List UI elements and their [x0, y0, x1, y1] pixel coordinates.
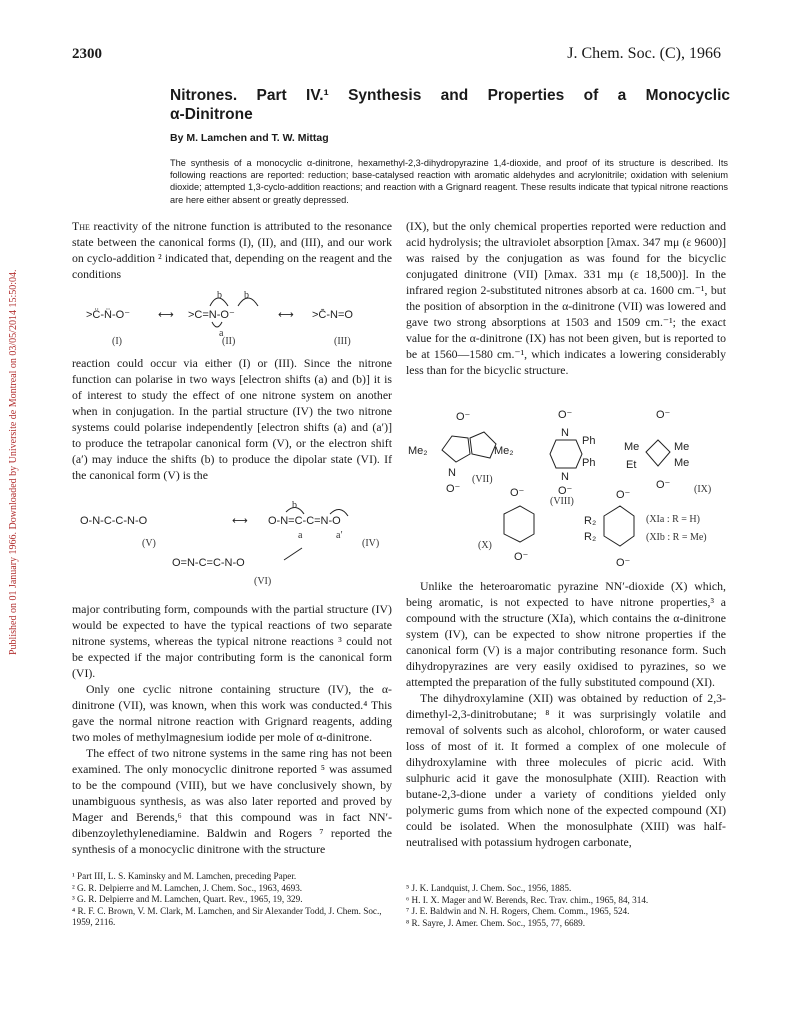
drop-cap-word: The [72, 219, 90, 233]
footnote: ⁶ H. I. X. Mager and W. Berends, Rec. Trav. chim., 1965, 84, 314. [406, 894, 649, 905]
form-II-structure: >C=N-O⁻ [188, 309, 235, 321]
label-I: (I) [112, 336, 122, 347]
abstract: The synthesis of a monocyclic α-dinitrone, hexamethyl-2,3-dihydropyrazine 1,4-dioxide, and proof of its structure is described. Its following reactions are reported: reduction; base-catalysed reaction with aromatic aldehydes and acrylonitrile; oxidation with selenium dioxide; attempted 1,3-cyclo-addition reactions; and reaction with a Grignard reagent. These results indicate that typical nitrone reactions are here either absent or greatly depressed. [170, 158, 728, 205]
resonance-arrow-1: ⟷ [158, 309, 174, 321]
shift-label-a-prime: a′ [336, 530, 343, 541]
VIII-oxygen-top: O⁻ [558, 410, 573, 421]
IX-ethyl: Et [626, 459, 637, 471]
scheme-dinitrone-canonical-forms [72, 500, 392, 596]
scheme-dinitrone-structures [406, 410, 728, 570]
VIII-phenyl-2: Ph [582, 457, 596, 469]
page-number: 2300 [72, 46, 102, 62]
footnote: ⁸ R. Sayre, J. Amer. Chem. Soc., 1955, 77, 6689. [406, 917, 586, 928]
IX-me-2: Me [674, 457, 690, 469]
VII-ring-left [442, 436, 470, 462]
column-1-text: Only one cyclic nitrone containing structure (IV), the α-dinitrone (VII), was known, when this work was conducted.⁴ This gave the normal nitrone reaction with Grignard reagents, adding two moles of methylmagnesium iodide per mole of α-dinitrone. [72, 682, 392, 744]
footnote: ⁷ J. E. Baldwin and N. H. Rogers, Chem. Comm., 1965, 524. [406, 906, 630, 917]
download-stamp-vertical [6, 215, 20, 655]
footnote: ⁴ R. F. C. Brown, V. M. Clark, M. Lamchen, and Sir Alexander Todd, J. Chem. Soc., 1959, 2116. [72, 905, 382, 928]
VII-oxygen-bottom: O⁻ [446, 483, 461, 495]
label-III: (III) [334, 336, 351, 347]
label-XIa: (XIa : R = H) [646, 514, 700, 525]
shift-label-b-2: b [244, 290, 249, 301]
IX-me-1: Me [674, 441, 690, 453]
label-VII: (VII) [472, 474, 493, 485]
footnotes-left [72, 871, 394, 929]
label-V: (V) [142, 538, 156, 549]
label-VIII: (VIII) [550, 496, 574, 507]
column-2-para-1 [406, 218, 726, 378]
label-IX: (IX) [694, 484, 712, 495]
column-2-para-2-3 [406, 578, 726, 850]
shift-label-a: a [219, 328, 224, 339]
column-1-text: reaction could occur via either (I) or (III). Since the nitrone function can polarise in two ways [electron shifts (a) and (b)] it is of interest to study the effect of one nitrone system on another when in conjugation. In the partial structure (IV) the two nitrone systems could polarise independently [electron shifts (a) and (a′)] to produce the tetrapolar canonical form (V), or the electron shift (a′) may induce the shifts (b) to produce the dipolar state (VI). If the canonical form (V) is the [72, 356, 392, 482]
footnote: ¹ Part III, L. S. Kaminsky and M. Lamchen, preceding Paper. [72, 871, 297, 881]
XI-oxygen-top: O⁻ [616, 489, 631, 501]
column-1-text: The effect of two nitrone systems in the same ring has not been examined. The only monocyclic dinitrone reported ⁵ was assumed to be the compound (VIII), but we have conclusively shown, by unambiguous synthesis, as was also later reported and proved by Mager and Berends,⁶ that this compound was in fact NN′-dibenzoylethylenediamine. Baldwin and Rogers ⁷ reported the synthesis of a monocyclic dinitrone with the structure [72, 746, 392, 856]
column-1-text: reactivity of the nitrone function is attributed to the resonance state between the canonical forms (I), (II), and (III), and our work on cyclo-addition ² indicated that, depending on the reagent and the conditions [72, 219, 392, 281]
column-2-text: Unlike the heteroaromatic pyrazine NN′-dioxide (X) which, being aromatic, is not expected to have nitrone properties,³ a compound with the structure (XIa), which contains the α-dinitrone system (IV), can be expected to show nitrone properties if the canonical form (V) is a major contributing resonance form. Such dihydropyrazines are very easily oxidised to pyrazines, so we attempted the preparation of the fully substituted compound (XI). [406, 579, 726, 689]
label-IV: (IV) [362, 538, 380, 549]
X-oxygen-bottom: O⁻ [514, 551, 529, 563]
form-III-structure: >C̄-N=O [312, 309, 353, 321]
XI-oxygen-bottom: O⁻ [616, 557, 631, 569]
XI-r2-2: R₂ [584, 531, 597, 543]
VII-me2-left: Me₂ [408, 445, 428, 457]
column-2-text: (IX), but the only chemical properties reported were reduction and acid hydrolysis; the ultraviolet absorption [λmax. 347 mμ (ε 9600)] was raised by the conjugation as was found for the bicyclic conjugated dinitrone (VII) [λmax. 331 mμ (ε 18,500)]. In the infrared region 2-substituted nitrones absorb at ca. 1600 cm.⁻¹, but the position of absorption in the α-dinitrone (VII) was lowered and gave two strong absorptions at 1503 and 1509 cm.⁻¹; the exact value for the α-dinitrone (IX) has not been given, but is reported to be at 1560—1580 cm.⁻¹, which indicates a lowering considerably less than for the bicyclic structure. [406, 219, 726, 377]
download-stamp-text: Published on 01 January 1966. Downloaded by Universite de Montreal on 03/05/2014 15:50:04. [8, 269, 19, 655]
column-1-para-1 [72, 218, 392, 282]
title-line-2: α-Dinitrone [170, 106, 253, 123]
equilibrium-arrow [284, 548, 302, 560]
shift-label-b-1: b [217, 290, 222, 301]
footnote: ⁵ J. K. Landquist, J. Chem. Soc., 1956, 1885. [406, 883, 572, 893]
VII-nitrogen: N [448, 467, 456, 479]
form-V-structure: O-N-C-C-N-O [80, 515, 148, 527]
resonance-arrow-2: ⟷ [278, 309, 294, 321]
footnote: ³ G. R. Delpierre and M. Lamchen, Quart. Rev., 1965, 19, 329. [72, 894, 303, 905]
IX-ring [646, 440, 670, 466]
shift-label-a-2: a [298, 530, 303, 541]
VIII-nitrogen-top: N [561, 427, 569, 439]
IX-oxygen-top: O⁻ [656, 410, 671, 421]
resonance-arrow-3: ⟷ [232, 515, 248, 527]
shift-label-b-3: b [292, 500, 297, 511]
label-X: (X) [478, 540, 492, 551]
VII-ring-right [470, 432, 496, 458]
form-VI-structure: O=N-C=C-N-O [172, 557, 245, 569]
footnote: ² G. R. Delpierre and M. Lamchen, J. Chem. Soc., 1963, 4693. [72, 882, 303, 893]
scheme-nitrone-canonical-forms [72, 284, 392, 354]
authors: By M. Lamchen and T. W. Mittag [170, 132, 329, 144]
X-ring [504, 506, 534, 542]
journal-citation: J. Chem. Soc. (C), 1966 [567, 45, 721, 62]
column-1-para-3-5 [72, 601, 392, 857]
title-line-1: Nitrones. Part IV.¹ Synthesis and Properties of a Monocyclic [170, 87, 730, 104]
VIII-nitrogen-bottom: N [561, 471, 569, 483]
form-IV-structure: O-N=C-C=N-O [268, 515, 341, 527]
X-oxygen-top: O⁻ [510, 487, 525, 499]
IX-oxygen-bottom: O⁻ [656, 479, 671, 491]
VII-oxygen-top: O⁻ [456, 411, 471, 423]
label-II: (II) [222, 336, 236, 347]
article-title [170, 86, 730, 124]
form-I-structure: >C̈-N̈-O⁻ [86, 309, 130, 321]
XI-r2-1: R₂ [584, 515, 597, 527]
label-VI: (VI) [254, 576, 272, 587]
curved-arrow-a [212, 322, 222, 327]
label-XIb: (XIb : R = Me) [646, 532, 707, 543]
footnotes-right [406, 883, 728, 929]
IX-methyl: Me [624, 441, 640, 453]
XI-ring [604, 506, 634, 546]
column-1-text: major contributing form, compounds with the partial structure (IV) would be expected to have the typical reactions of two separate nitrone systems, whereas the typical nitrone reactions ³ could not be expected if the major contributing form is the canonical form (VI). [72, 602, 392, 680]
VII-me2-right: Me₂ [494, 445, 514, 457]
VIII-oxygen-bottom: O⁻ [558, 485, 573, 497]
VIII-ring [550, 440, 582, 468]
VIII-phenyl-1: Ph [582, 435, 596, 447]
column-1-para-2 [72, 355, 392, 483]
column-2-text: The dihydroxylamine (XII) was obtained by reduction of 2,3-dimethyl-2,3-dinitrobutane; ⁸ it was surprisingly volatile and removal of solvents such as alcohol, chloroform, or water caused loss of most of it. It formed a complex of one molecule of dihydroxylamine with three molecules of picric acid. With sulphuric acid it gave the monosulphate (XIII). Reaction with butane-2,3-dione under a variety of conditions yielded only polymeric gums from which none of the expected compound (XI) could be isolated. When the monosulphate (XIII) was half-neutralised with potassium hydrogen carbonate, [406, 691, 726, 849]
